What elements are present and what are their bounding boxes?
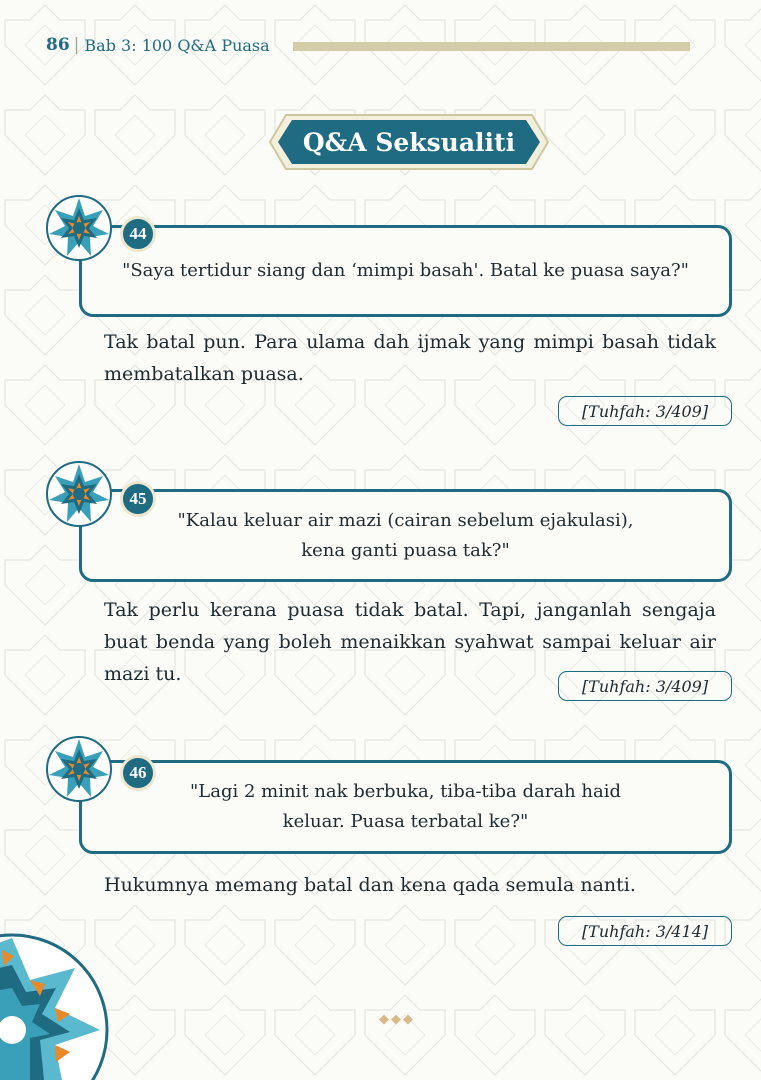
question-number-badge: 44 — [120, 216, 156, 252]
reference-tag: [Tuhfah: 3/409] — [558, 671, 732, 701]
running-header — [46, 33, 270, 57]
question-text-line-2: kena ganti puasa tak?" — [301, 539, 510, 561]
question-text-line-2: keluar. Puasa terbatal ke?" — [282, 811, 529, 832]
answer-text: Tak perlu kerana puasa tidak batal. Tapi, janganlah sengaja buat benda yang boleh menaikkan syahwat sampai keluar air mazi tu. — [104, 599, 716, 685]
question-text-line-1: "Lagi 2 minit nak berbuka, tiba-tiba darah haid — [190, 781, 621, 802]
star-rosette-icon — [45, 460, 113, 528]
question-number-badge: 46 — [120, 755, 156, 791]
question-box-46 — [79, 760, 732, 854]
footer-ornament: ◆◆◆ — [379, 1012, 415, 1027]
star-rosette-icon — [45, 735, 113, 803]
section-title: Q&A Seksualiti — [302, 127, 516, 157]
answer-text: Tak batal pun. Para ulama dah ijmak yang mimpi basah tidak membatalkan puasa. — [104, 331, 716, 385]
question-box-44 — [79, 225, 732, 317]
chapter-title: Bab 3: 100 Q&A Puasa — [84, 35, 270, 55]
answer-text: Hukumnya memang batal dan kena qada semula nanti. — [104, 874, 636, 896]
corner-ornament-icon — [0, 930, 115, 1080]
page-number: 86 — [46, 35, 70, 55]
question-box-45 — [79, 489, 732, 582]
section-title-badge — [268, 113, 550, 171]
header-separator: | — [73, 35, 80, 55]
star-rosette-icon — [45, 194, 113, 262]
reference-tag: [Tuhfah: 3/409] — [558, 396, 732, 426]
reference-tag: [Tuhfah: 3/414] — [558, 916, 732, 946]
question-number-badge: 45 — [120, 481, 156, 517]
question-text-line-1: "Kalau keluar air mazi (cairan sebelum ejakulasi), — [177, 509, 634, 531]
question-text: "Saya tertidur siang dan ‘mimpi basah'. Batal ke puasa saya?" — [122, 260, 689, 281]
header-rule — [293, 42, 690, 51]
